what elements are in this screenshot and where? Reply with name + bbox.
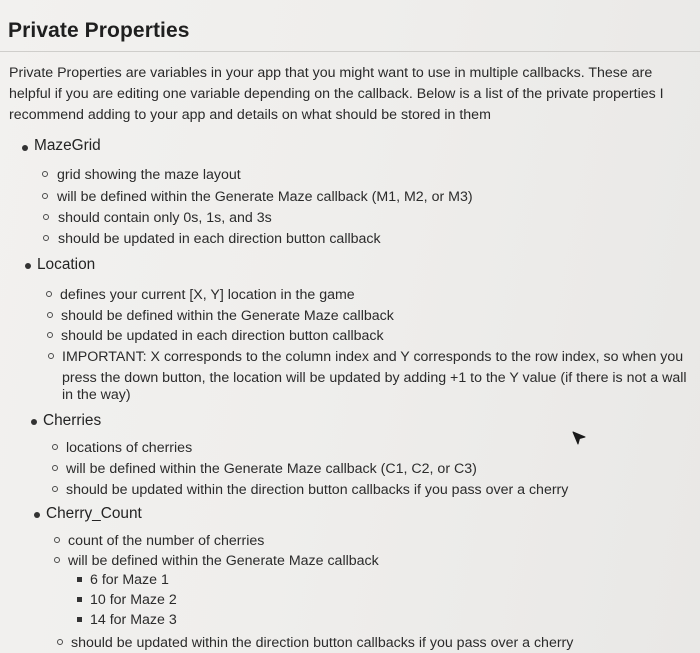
list-item: should be updated within the direction button callbacks if you pass over a cherry [66, 482, 569, 498]
bullet-disc-icon [25, 263, 31, 269]
title-divider [0, 51, 700, 52]
bullet-circle-icon [52, 465, 58, 471]
bullet-circle-icon [54, 557, 60, 563]
list-item: should be updated within the direction button callbacks if you pass over a cherry [71, 635, 574, 651]
intro-paragraph: Private Properties are variables in your app that you might want to use in multiple callbacks. These are helpful if you are editing one variable depending on the callback. Below is a list of the private properties I recommend adding to your app and details on what should be stored in them [9, 65, 664, 123]
bullet-circle-icon [48, 353, 54, 359]
mouse-pointer-icon [572, 431, 586, 447]
list-item-continuation: press the down button, the location will be updated by adding +1 to the Y value (if there is not a wall [62, 370, 687, 386]
list-item: count of the number of cherries [68, 533, 265, 549]
list-item: will be defined within the Generate Maze callback (M1, M2, or M3) [57, 189, 473, 205]
list-item: locations of cherries [66, 440, 193, 456]
bullet-circle-icon [57, 639, 63, 645]
bullet-circle-icon [46, 291, 52, 297]
list-item: should be updated in each direction button callback [61, 328, 384, 344]
page-title: Private Properties [8, 19, 190, 42]
list-item: defines your current [X, Y] location in the game [60, 287, 355, 303]
list-item: 6 for Maze 1 [90, 572, 169, 588]
bullet-circle-icon [43, 214, 49, 220]
bullet-disc-icon [31, 419, 37, 425]
bullet-circle-icon [52, 486, 58, 492]
bullet-circle-icon [42, 193, 48, 199]
property-name-location: Location [37, 256, 96, 273]
bullet-disc-icon [22, 145, 28, 151]
bullet-square-icon [77, 597, 82, 602]
bullet-square-icon [77, 617, 82, 622]
bullet-circle-icon [52, 444, 58, 450]
bullet-circle-icon [42, 171, 48, 177]
list-item: will be defined within the Generate Maze callback [68, 553, 379, 569]
bullet-circle-icon [47, 332, 53, 338]
property-name-mazegrid: MazeGrid [34, 137, 101, 154]
list-item: should be defined within the Generate Maze callback [61, 308, 394, 324]
bullet-circle-icon [43, 235, 49, 241]
property-name-cherry-count: Cherry_Count [46, 505, 142, 522]
list-item: grid showing the maze layout [57, 167, 241, 183]
list-item: 10 for Maze 2 [90, 592, 177, 608]
list-item-continuation: in the way) [62, 387, 131, 403]
bullet-circle-icon [54, 537, 60, 543]
list-item: should be updated in each direction button callback [58, 231, 381, 247]
list-item: IMPORTANT: X corresponds to the column index and Y corresponds to the row index, so when you [62, 349, 684, 365]
property-name-cherries: Cherries [43, 412, 102, 429]
list-item: should contain only 0s, 1s, and 3s [58, 210, 272, 226]
list-item: 14 for Maze 3 [90, 612, 177, 628]
list-item: will be defined within the Generate Maze callback (C1, C2, or C3) [66, 461, 477, 477]
bullet-disc-icon [34, 512, 40, 518]
bullet-square-icon [77, 577, 82, 582]
bullet-circle-icon [47, 312, 53, 318]
